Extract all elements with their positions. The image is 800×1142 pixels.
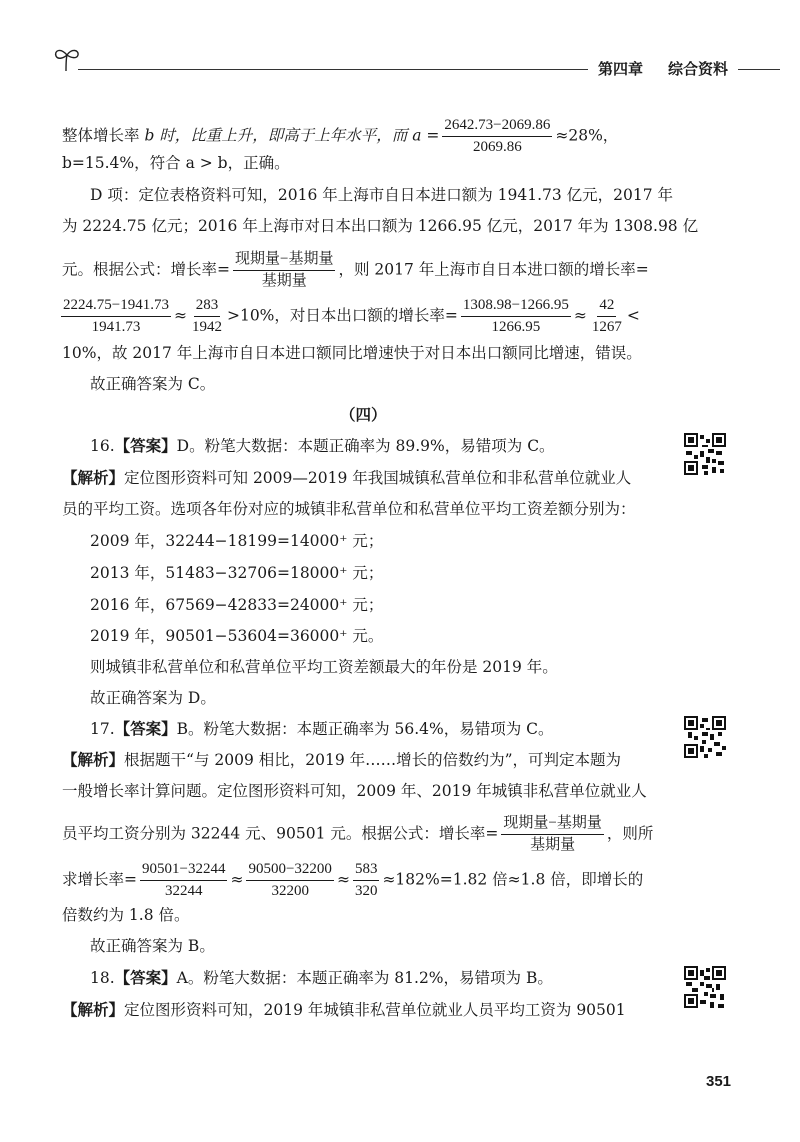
text-line: 【解析】定位图形资料可知，2019 年城镇非私营单位就业人员平均工资为 90501 bbox=[62, 1001, 626, 1019]
text-line: 【解析】定位图形资料可知 2009—2019 年我国城镇私营单位和非私营单位就业人 bbox=[62, 469, 632, 487]
text-line: 为 2224.75 亿元；2016 年上海市对日本出口额为 1266.95 亿元，2017 年为 1308.98 亿 bbox=[62, 217, 699, 235]
text-line: 【解析】根据题干“与 2009 相比，2019 年……增长的倍数约为”，可判定本题为 bbox=[62, 751, 622, 769]
fraction: $\frac{90500-32200}{32200}$ bbox=[248, 861, 332, 899]
text-line: 员平均工资分别为 32244 元、90501 元。根据公式：增长率= $\frac{\text{现期量−基期量}}{\text{基期量}}$ ，则所 bbox=[62, 815, 654, 853]
fraction: $\frac{90501-32244}{32244}$ bbox=[142, 861, 226, 899]
text-line: 故正确答案为 D。 bbox=[90, 689, 216, 707]
text-line: 故正确答案为 C。 bbox=[90, 375, 216, 393]
text-line: 则城镇非私营单位和私营单位平均工资差额最大的年份是 2019 年。 bbox=[90, 658, 558, 676]
answer-line: 18.【答案】A。粉笔大数据：本题正确率为 81.2%，易错项为 B。 bbox=[90, 969, 553, 987]
text-line: 故正确答案为 B。 bbox=[90, 937, 215, 955]
fraction: $\frac{2224.75-1941.73}{1941.73}$ bbox=[63, 297, 169, 335]
qr-code-icon[interactable] bbox=[684, 433, 726, 475]
header-rule-right bbox=[738, 69, 780, 70]
text-line: b=15.4%，符合 a > b，正确。 bbox=[62, 154, 290, 172]
text-line: 员的平均工资。选项各年份对应的城镇非私营单位和私营单位平均工资差额分别为： bbox=[62, 500, 636, 518]
fraction: $\frac{1308.98-1266.95}{1266.95}$ bbox=[462, 297, 569, 335]
fraction: $\frac{283}{1942}$ bbox=[191, 297, 222, 335]
fraction: $\frac{583}{320}$ bbox=[354, 861, 378, 899]
qr-code-icon[interactable] bbox=[684, 716, 726, 758]
text-line: 2013 年，51483−32706=18000⁺ 元； bbox=[90, 564, 384, 582]
answer-line: 17.【答案】B。粉笔大数据：本题正确率为 56.4%，易错项为 C。 bbox=[90, 720, 554, 738]
text-line: 2009 年，32244−18199=14000⁺ 元； bbox=[90, 532, 384, 550]
text-line: $\frac{2224.75-1941.73}{1941.73}$ ≈ $\frac{283}{1942}$ >10%，对日本出口额的增长率= $\frac{1308.98-1266.95}{1266.95}$ ≈ $\frac{42}{1267}$ < bbox=[63, 297, 640, 335]
text-line: 一般增长率计算问题。定位图形资料可知，2009 年、2019 年城镇非私营单位就业人 bbox=[62, 782, 647, 800]
fraction: $\frac{42}{1267}$ bbox=[591, 297, 622, 335]
fraction: $\frac{2642.73-2069.86}{2069.86}$ bbox=[444, 117, 551, 155]
chapter-label: 第四章 bbox=[598, 60, 644, 78]
text-line: 倍数约为 1.8 倍。 bbox=[62, 906, 190, 924]
section-heading: （四） bbox=[340, 406, 387, 424]
text-line: D 项：定位表格资料可知，2016 年上海市自日本进口额为 1941.73 亿元，2017 年 bbox=[90, 186, 674, 204]
text-line: 2019 年，90501−53604=36000⁺ 元。 bbox=[90, 627, 384, 645]
section-label: 综合资料 bbox=[668, 60, 729, 78]
fraction: $\frac{\text{现期量−基期量}}{\text{基期量}}$ bbox=[503, 815, 602, 853]
page-number: 351 bbox=[706, 1073, 732, 1090]
text-line: 10%，故 2017 年上海市自日本进口额同比增速快于对日本出口额同比增速，错误。 bbox=[62, 344, 642, 362]
text-line: 元。根据公式：增长率= $\frac{\text{现期量−基期量}}{\text{基期量}}$ ，则 2017 年上海市自日本进口额的增长率= bbox=[62, 251, 649, 289]
answer-line: 16.【答案】D。粉笔大数据：本题正确率为 89.9%，易错项为 C。 bbox=[90, 437, 555, 455]
qr-code-icon[interactable] bbox=[684, 966, 726, 1008]
fraction: $\frac{\text{现期量−基期量}}{\text{基期量}}$ bbox=[235, 251, 334, 289]
header-rule bbox=[78, 69, 588, 70]
text-line: 整体增长率 b 时，比重上升，即高于上年水平，而 a = $\frac{2642.73-2069.86}{2069.86}$ ≈28%， bbox=[62, 117, 619, 155]
text-line: 2016 年，67569−42833=24000⁺ 元； bbox=[90, 596, 384, 614]
text-line: 求增长率= $\frac{90501-32244}{32244}$ ≈ $\frac{90500-32200}{32200}$ ≈ $\frac{583}{320}$ ≈182%=1.82 倍≈1.8 倍，即增长的 bbox=[62, 861, 644, 899]
